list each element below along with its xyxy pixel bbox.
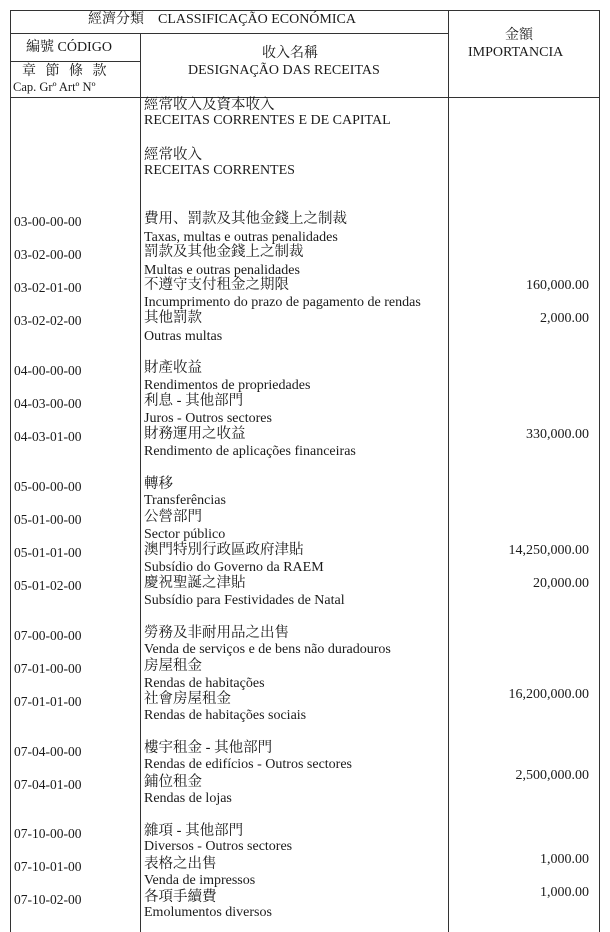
row-designation-zh: 轉移 [144, 476, 173, 492]
code-subheader-pt: Cap. Grº Artº Nº [13, 80, 96, 94]
row-designation-pt: Incumprimento do prazo de pagamento de rendas [144, 295, 421, 310]
row-designation-pt: Diversos - Outros sectores [144, 839, 293, 854]
row-designation-pt: Rendas de edifícios - Outros sectores [144, 757, 352, 772]
table-top-border [10, 10, 600, 11]
row-designation-pt: Multas e outras penalidades [144, 263, 300, 278]
row-code: 03-02-02-00 [14, 313, 82, 328]
table-left-border [10, 10, 11, 932]
row-designation-pt: Outras multas [144, 329, 223, 344]
row-designation-zh: 各項手續費 [144, 889, 217, 905]
classification-underline [10, 33, 448, 34]
row-code: 07-04-01-00 [14, 777, 82, 792]
row-designation-zh: 財產收益 [144, 360, 202, 376]
row-designation-pt: Sector público [144, 527, 226, 542]
row-code: 07-01-00-00 [14, 661, 82, 676]
row-amount: 1,000.00 [540, 885, 589, 900]
row-code: 07-10-02-00 [14, 892, 82, 907]
row-designation-zh: 公營部門 [144, 509, 202, 525]
designation-column-divider [140, 33, 141, 932]
row-amount: 2,000.00 [540, 311, 589, 326]
table-right-border [599, 10, 600, 932]
header-bottom-border [10, 97, 600, 98]
row-designation-pt: Rendimentos de propriedades [144, 378, 311, 393]
row-designation-pt: Venda de impressos [144, 873, 256, 888]
row-designation-zh: 鋪位租金 [144, 774, 202, 790]
designation-header-zh: 收入名稱 [262, 46, 318, 61]
row-designation-pt: Juros - Outros sectores [144, 411, 272, 426]
row-designation-zh: 雜項 - 其他部門 [144, 823, 244, 839]
row-designation-zh: 費用、罰款及其他金錢上之制裁 [144, 211, 347, 227]
row-designation-pt: RECEITAS CORRENTES [144, 163, 295, 178]
row-designation-pt: Emolumentos diversos [144, 905, 272, 920]
row-code: 03-00-00-00 [14, 214, 82, 229]
row-designation-pt: Rendimento de aplicações financeiras [144, 444, 356, 459]
amount-column-divider [448, 10, 449, 932]
row-designation-zh: 財務運用之收益 [144, 426, 246, 442]
row-designation-pt: Subsídio para Festividades de Natal [144, 593, 345, 608]
row-code: 04-03-01-00 [14, 429, 82, 444]
row-code: 07-04-00-00 [14, 744, 82, 759]
row-designation-zh: 表格之出售 [144, 856, 217, 872]
row-code: 05-01-01-00 [14, 545, 82, 560]
row-designation-pt: RECEITAS CORRENTES E DE CAPITAL [144, 113, 391, 128]
row-designation-zh: 罰款及其他金錢上之制裁 [144, 244, 304, 260]
code-subheader-zh: 章 節 條 款 [22, 64, 110, 79]
row-designation-zh: 勞務及非耐用品之出售 [144, 625, 289, 641]
row-amount: 16,200,000.00 [508, 687, 589, 702]
row-amount: 2,500,000.00 [515, 768, 589, 783]
row-designation-pt: Rendas de habitações sociais [144, 708, 307, 723]
row-designation-zh: 房屋租金 [144, 658, 202, 674]
row-designation-zh: 不遵守支付租金之期限 [144, 277, 289, 293]
row-designation-zh: 利息 - 其他部門 [144, 393, 244, 409]
row-amount: 160,000.00 [526, 278, 589, 293]
designation-header-pt: DESIGNAÇÃO DAS RECEITAS [188, 63, 380, 78]
row-designation-zh: 其他罰款 [144, 310, 202, 326]
row-designation-pt: Rendas de lojas [144, 791, 232, 806]
row-code: 05-01-00-00 [14, 512, 82, 527]
row-designation-pt: Subsídio do Governo da RAEM [144, 560, 324, 575]
row-designation-pt: Transferências [144, 493, 226, 508]
row-code: 04-00-00-00 [14, 363, 82, 378]
row-code: 07-00-00-00 [14, 628, 82, 643]
row-designation-zh: 澳門特別行政區政府津貼 [144, 542, 304, 558]
row-designation-pt: Venda de serviços e de bens não duradouros [144, 642, 391, 657]
row-designation-pt: Taxas, multas e outras penalidades [144, 230, 338, 245]
row-code: 04-03-00-00 [14, 396, 82, 411]
row-code: 05-00-00-00 [14, 479, 82, 494]
row-amount: 14,250,000.00 [508, 543, 589, 558]
row-designation-pt: Rendas de habitações [144, 676, 265, 691]
row-amount: 330,000.00 [526, 427, 589, 442]
classification-header: 經濟分類 CLASSIFICAÇÃO ECONÓMICA [88, 12, 356, 27]
row-code: 03-02-01-00 [14, 280, 82, 295]
code-subheader-line [10, 61, 140, 62]
row-designation-zh: 經常收入 [144, 147, 202, 163]
row-code: 07-10-01-00 [14, 859, 82, 874]
amount-header-pt: IMPORTANCIA [468, 45, 564, 60]
row-code: 03-02-00-00 [14, 247, 82, 262]
row-designation-zh: 經常收入及資本收入 [144, 97, 275, 113]
row-amount: 20,000.00 [533, 576, 589, 591]
code-header: 編號 CÓDIGO [26, 40, 112, 55]
row-designation-zh: 慶祝聖誕之津貼 [144, 575, 246, 591]
row-amount: 1,000.00 [540, 852, 589, 867]
amount-header-zh: 金額 [505, 28, 533, 43]
row-code: 07-10-00-00 [14, 826, 82, 841]
row-code: 05-01-02-00 [14, 578, 82, 593]
row-designation-zh: 樓宇租金 - 其他部門 [144, 740, 273, 756]
row-code: 07-01-01-00 [14, 694, 82, 709]
row-designation-zh: 社會房屋租金 [144, 691, 231, 707]
